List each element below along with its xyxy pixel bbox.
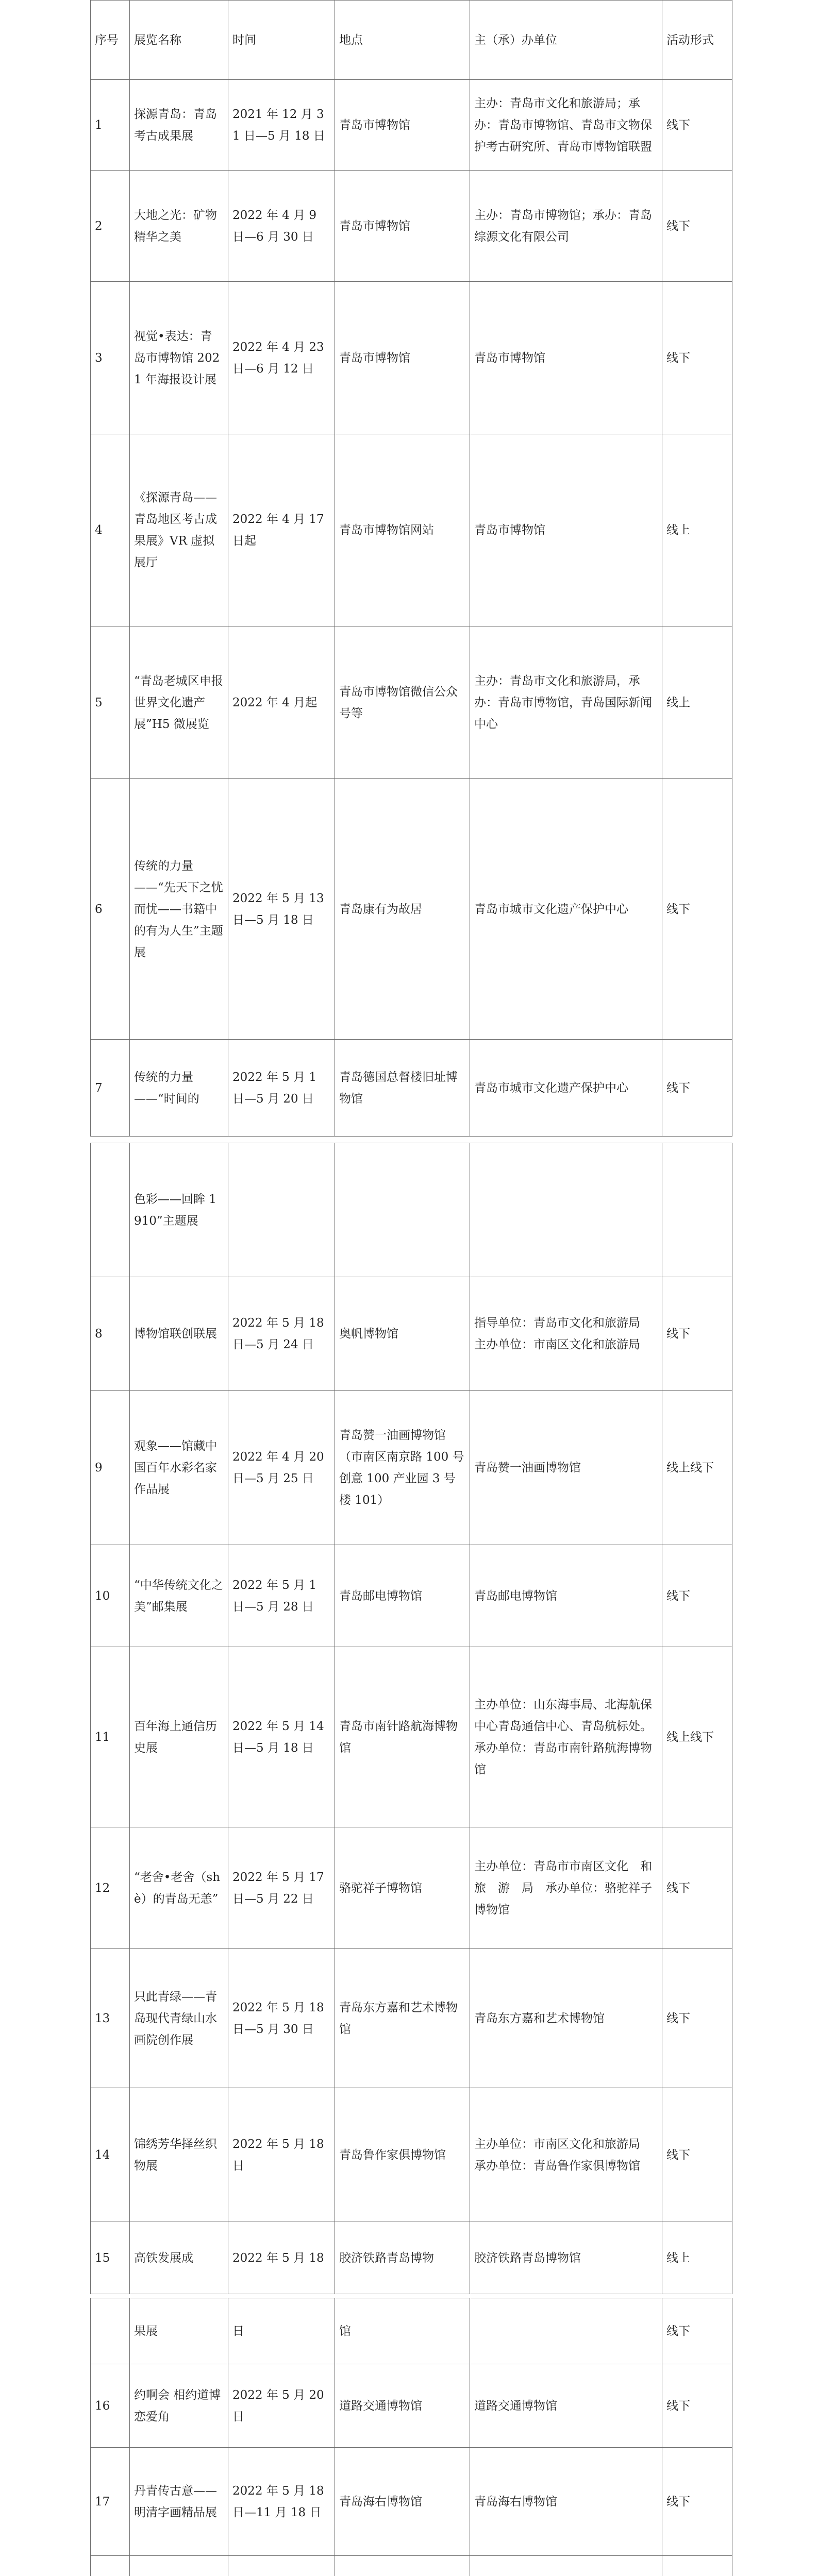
cell-place: 青岛德国总督楼旧址博物馆 [335, 1040, 470, 1137]
table-row [91, 779, 732, 1040]
cell-form [662, 1143, 732, 1277]
cell-time: 2022 年 5 月 18 日—5 月 30 日 [228, 1949, 335, 2088]
cell-name: “老舍•老舍（shè）的青岛无恙” [130, 1827, 228, 1949]
cell-form: 线下 [662, 1949, 732, 2088]
cell-name: 果展 [130, 2298, 228, 2364]
cell-time: 2021 年 12 月 31 日—5 月 18 日 [228, 80, 335, 171]
header-row [91, 1, 732, 80]
cell-form: 线下 [662, 80, 732, 171]
cell-form: 线下 [662, 2448, 732, 2556]
cell-org: 胶济铁路青岛博物馆 [470, 2222, 662, 2294]
cell-place: 青岛市博物馆网站 [335, 434, 470, 626]
table-row [91, 1949, 732, 2088]
cell-no: 4 [91, 434, 130, 626]
header-name: 展览名称 [130, 1, 228, 80]
cell-name: 视觉•表达：青岛市博物馆 2021 年海报设计展 [130, 282, 228, 434]
cell-time: 2022 年 5 月 1 日—5 月 20 日 [228, 1040, 335, 1137]
cell-org: 主办单位：青岛市市南区文化 和 旅 游 局 承办单位：骆驼祥子博物馆 [470, 1827, 662, 1949]
cell-place: 青岛市博物馆微信公众号等 [335, 626, 470, 779]
header-form: 活动形式 [662, 1, 732, 80]
cell-place: 青岛赞一油画博物馆（市南区南京路 100 号创意 100 产业园 3 号楼 101） [335, 1391, 470, 1545]
cell-place: 骆驼祥子博物馆 [335, 1827, 470, 1949]
table-row [91, 1040, 732, 1137]
cell-time: 2022 年 4 月 17 日起 [228, 434, 335, 626]
cell-time: 2022 年 5 月 1 日—5 月 28 日 [228, 1545, 335, 1647]
cell-no [91, 2298, 130, 2364]
cell-no: 5 [91, 626, 130, 779]
cell-form: 线上 [662, 2222, 732, 2294]
cell-no: 10 [91, 1545, 130, 1647]
cell-no: 11 [91, 1647, 130, 1827]
cell-place: 青岛东方嘉和艺术博物馆 [335, 1949, 470, 2088]
cell-no: 16 [91, 2364, 130, 2448]
cell-name: 探源青岛：青岛考古成果展 [130, 80, 228, 171]
table-row [91, 2298, 732, 2364]
cell-name [130, 2556, 228, 2576]
cell-place [335, 2556, 470, 2576]
cell-no: 13 [91, 1949, 130, 2088]
cell-time: 2022 年 4 月 20 日—5 月 25 日 [228, 1391, 335, 1545]
cell-org: 青岛市博物馆 [470, 282, 662, 434]
table-row [91, 1827, 732, 1949]
cell-name: 只此青绿——青岛现代青绿山水画院创作展 [130, 1949, 228, 2088]
cell-no [91, 2556, 130, 2576]
table-row [91, 1391, 732, 1545]
cell-form: 线上 [662, 434, 732, 626]
cell-org [470, 2298, 662, 2364]
cell-no: 6 [91, 779, 130, 1040]
cell-form: 线上线下 [662, 1647, 732, 1827]
table-row [91, 2448, 732, 2556]
cell-name: 百年海上通信历史展 [130, 1647, 228, 1827]
cell-org: 青岛东方嘉和艺术博物馆 [470, 1949, 662, 2088]
cell-place: 青岛市博物馆 [335, 171, 470, 282]
cell-name: 色彩——回眸 1910”主题展 [130, 1143, 228, 1277]
cell-name: 大地之光：矿物精华之美 [130, 171, 228, 282]
cell-no: 9 [91, 1391, 130, 1545]
cell-org: 道路交通博物馆 [470, 2364, 662, 2448]
cell-form: 线上 [662, 626, 732, 779]
cell-name: “青岛老城区申报世界文化遗产展”H5 微展览 [130, 626, 228, 779]
cell-form: 线下 [662, 1277, 732, 1391]
cell-place: 道路交通博物馆 [335, 2364, 470, 2448]
cell-no: 7 [91, 1040, 130, 1137]
cell-org: 青岛赞一油画博物馆 [470, 1391, 662, 1545]
cell-org: 主办：青岛市文化和旅游局，承办：青岛市博物馆，青岛国际新闻中心 [470, 626, 662, 779]
cell-no: 3 [91, 282, 130, 434]
cell-time [228, 1143, 335, 1277]
table-row [91, 80, 732, 171]
cell-no: 12 [91, 1827, 130, 1949]
cell-time: 2022 年 4 月起 [228, 626, 335, 779]
header-place: 地点 [335, 1, 470, 80]
cell-time: 2022 年 5 月 18 日—11 月 18 日 [228, 2448, 335, 2556]
cell-no: 17 [91, 2448, 130, 2556]
cell-place: 青岛康有为故居 [335, 779, 470, 1040]
cell-no: 14 [91, 2088, 130, 2222]
table-row [91, 2556, 732, 2576]
cell-place: 奥帆博物馆 [335, 1277, 470, 1391]
exhibition-table [90, 0, 732, 1137]
cell-form: 线下 [662, 2088, 732, 2222]
cell-time: 2022 年 5 月 17 日—5 月 22 日 [228, 1827, 335, 1949]
cell-form: 线下 [662, 779, 732, 1040]
header-org: 主（承）办单位 [470, 1, 662, 80]
cell-org: 指导单位：青岛市文化和旅游局 主办单位：市南区文化和旅游局 [470, 1277, 662, 1391]
cell-name: 丹青传古意——明清字画精品展 [130, 2448, 228, 2556]
exhibition-table-continued-2 [90, 2298, 732, 2576]
cell-org [470, 2556, 662, 2576]
cell-form: 线下 [662, 282, 732, 434]
table-row [91, 2364, 732, 2448]
cell-form: 线下 [662, 171, 732, 282]
cell-form: 线下 [662, 1545, 732, 1647]
cell-time: 2022 年 5 月 13 日—5 月 18 日 [228, 779, 335, 1040]
table-page-3 [90, 2298, 732, 2576]
table-row [91, 434, 732, 626]
cell-form [662, 2556, 732, 2576]
cell-time: 2022 年 5 月 20 日 [228, 2364, 335, 2448]
cell-no: 1 [91, 80, 130, 171]
cell-name: 约啊会 相约道博恋爱角 [130, 2364, 228, 2448]
header-time: 时间 [228, 1, 335, 80]
cell-time: 2022 年 5 月 18 [228, 2222, 335, 2294]
cell-name: “中华传统文化之美”邮集展 [130, 1545, 228, 1647]
cell-org: 主办单位：市南区文化和旅游局 承办单位：青岛鲁作家俱博物馆 [470, 2088, 662, 2222]
cell-place: 青岛鲁作家俱博物馆 [335, 2088, 470, 2222]
table-row [91, 2222, 732, 2294]
cell-form: 线下 [662, 2298, 732, 2364]
cell-org: 主办：青岛市博物馆；承办：青岛综源文化有限公司 [470, 171, 662, 282]
cell-name: 博物馆联创联展 [130, 1277, 228, 1391]
cell-no: 15 [91, 2222, 130, 2294]
table-row [91, 1277, 732, 1391]
cell-place [335, 1143, 470, 1277]
table-row [91, 1545, 732, 1647]
header-no: 序号 [91, 1, 130, 80]
cell-place: 胶济铁路青岛博物 [335, 2222, 470, 2294]
table-row [91, 626, 732, 779]
cell-form: 线下 [662, 2364, 732, 2448]
cell-org: 青岛市城市文化遗产保护中心 [470, 779, 662, 1040]
cell-org [470, 1143, 662, 1277]
table-page-2 [90, 1143, 732, 2294]
cell-time: 2022 年 5 月 14 日—5 月 18 日 [228, 1647, 335, 1827]
cell-org: 主办：青岛市文化和旅游局；承办：青岛市博物馆、青岛市文物保护考古研究所、青岛市博物馆联盟 [470, 80, 662, 171]
cell-place: 青岛市南针路航海博物馆 [335, 1647, 470, 1827]
cell-time: 2022 年 5 月 18 日 [228, 2088, 335, 2222]
table-row [91, 171, 732, 282]
cell-org: 青岛邮电博物馆 [470, 1545, 662, 1647]
cell-place: 青岛海右博物馆 [335, 2448, 470, 2556]
cell-org: 青岛市城市文化遗产保护中心 [470, 1040, 662, 1137]
table-page-1 [90, 0, 732, 1137]
cell-name: 《探源青岛——青岛地区考古成果展》VR 虚拟展厅 [130, 434, 228, 626]
cell-name: 观象——馆藏中国百年水彩名家作品展 [130, 1391, 228, 1545]
cell-name: 传统的力量——“先天下之忧而忧——书籍中的有为人生”主题展 [130, 779, 228, 1040]
cell-place: 青岛市博物馆 [335, 80, 470, 171]
cell-place: 青岛市博物馆 [335, 282, 470, 434]
cell-form: 线下 [662, 1827, 732, 1949]
table-row [91, 2088, 732, 2222]
table-row [91, 1143, 732, 1277]
table-row [91, 282, 732, 434]
cell-name: 传统的力量——“时间的 [130, 1040, 228, 1137]
cell-time: 2022 年 4 月 23 日—6 月 12 日 [228, 282, 335, 434]
cell-name: 高铁发展成 [130, 2222, 228, 2294]
cell-form: 线上线下 [662, 1391, 732, 1545]
table-row [91, 1647, 732, 1827]
cell-form: 线下 [662, 1040, 732, 1137]
cell-time: 2022 年 5 月 18 日—5 月 24 日 [228, 1277, 335, 1391]
cell-no: 8 [91, 1277, 130, 1391]
cell-name: 锦绣芳华择丝织物展 [130, 2088, 228, 2222]
cell-org: 青岛市博物馆 [470, 434, 662, 626]
cell-time: 2022 年 4 月 9 日—6 月 30 日 [228, 171, 335, 282]
cell-time: 日 [228, 2298, 335, 2364]
cell-no [91, 1143, 130, 1277]
cell-no: 2 [91, 171, 130, 282]
cell-place: 青岛邮电博物馆 [335, 1545, 470, 1647]
cell-org: 青岛海右博物馆 [470, 2448, 662, 2556]
cell-place: 馆 [335, 2298, 470, 2364]
cell-org: 主办单位：山东海事局、北海航保中心青岛通信中心、青岛航标处。承办单位：青岛市南针路航海博物馆 [470, 1647, 662, 1827]
cell-time [228, 2556, 335, 2576]
exhibition-table-continued [90, 1143, 732, 2294]
